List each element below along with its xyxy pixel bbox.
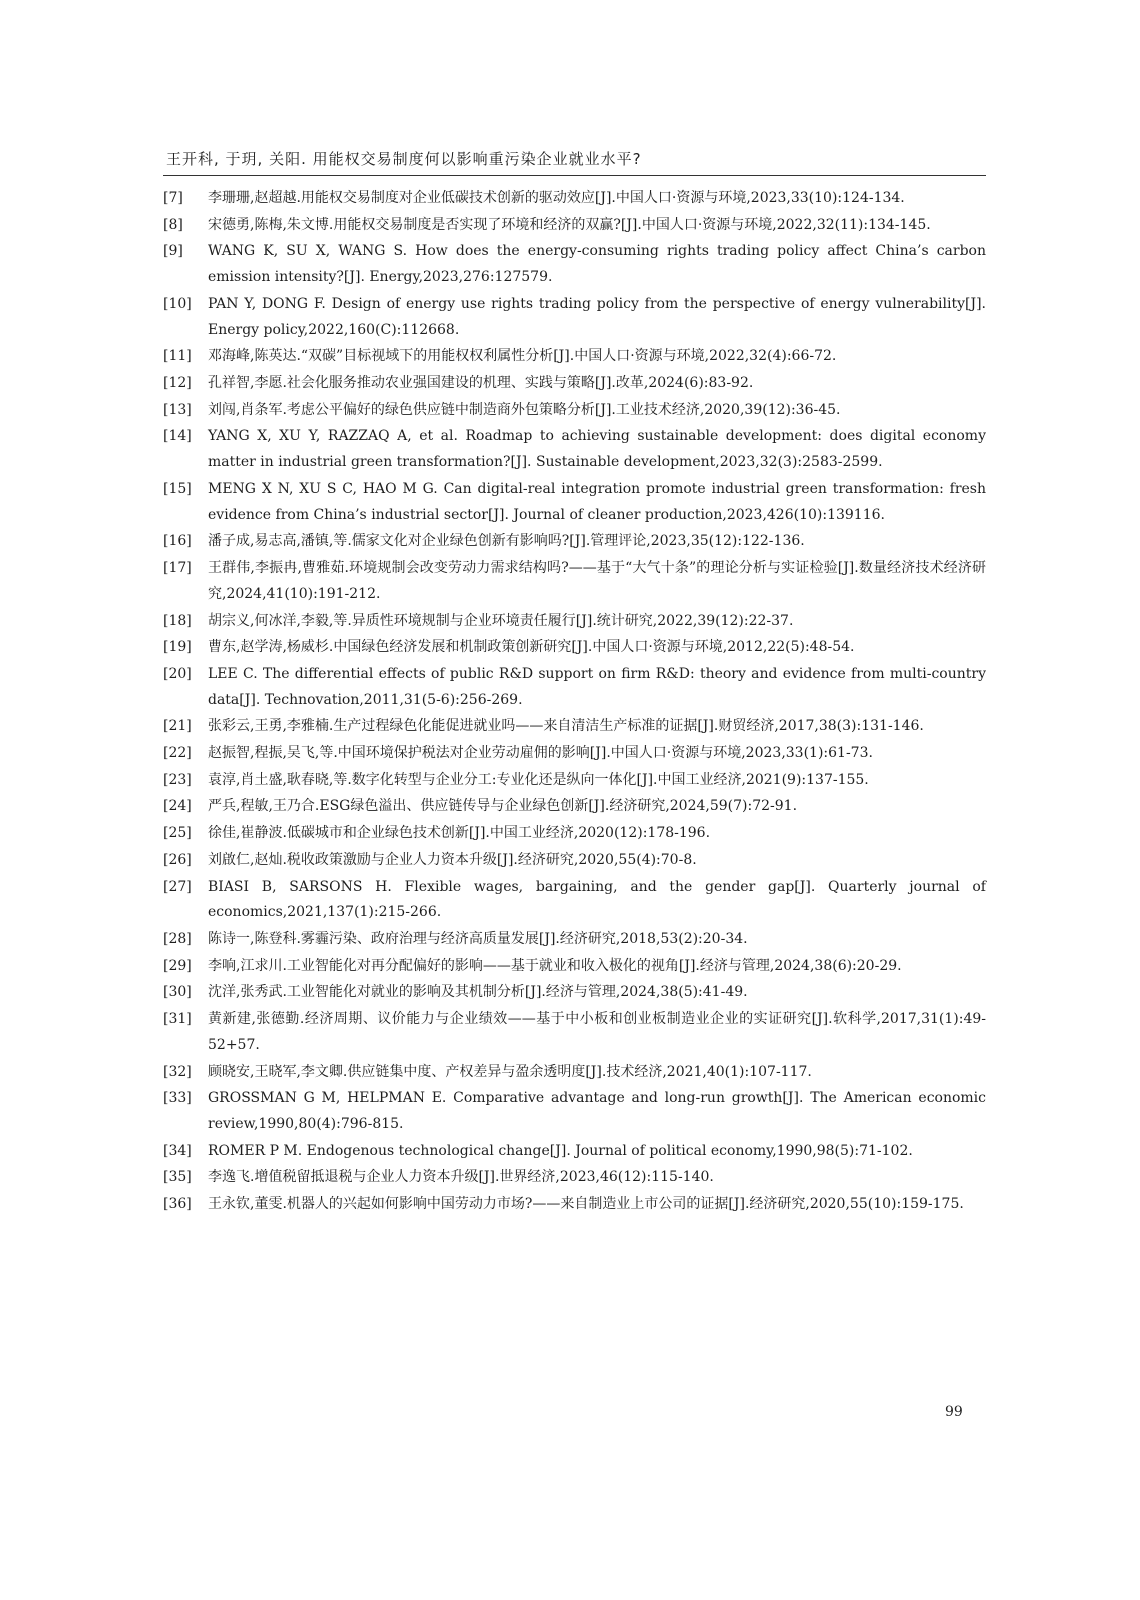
reference-number: [17] [163, 560, 192, 577]
reference-text: 孔祥智,李愿.社会化服务推动农业强国建设的机理、实践与策略[J].改革,2024(6):83-92. [208, 375, 754, 392]
reference-item [163, 794, 986, 820]
reference-number: [25] [163, 825, 192, 842]
reference-item [163, 954, 986, 980]
reference-item [163, 714, 986, 740]
reference-item [163, 609, 986, 635]
reference-item [163, 344, 986, 370]
reference-number: [28] [163, 931, 192, 948]
reference-text: 黄新建,张德勤.经济周期、议价能力与企业绩效——基于中小板和创业板制造业企业的实证研究[J].软科学,2017,31(1):49-52+57. [208, 1011, 986, 1053]
running-head: 王开科, 于玥, 关阳. 用能权交易制度何以影响重污染企业就业水平? [166, 150, 642, 168]
reference-text: BIASI B, SARSONS H. Flexible wages, bargaining, and the gender gap[J]. Quarterly journal of economics,2021,137(1):215-266. [208, 878, 986, 921]
reference-text: 刘闯,肖条军.考虑公平偏好的绿色供应链中制造商外包策略分析[J].工业技术经济,2020,39(12):36-45. [208, 401, 841, 418]
reference-item [163, 1086, 986, 1138]
reference-number: [19] [163, 639, 192, 656]
reference-text: 刘啟仁,赵灿.税收政策激励与企业人力资本升级[J].经济研究,2020,55(4):70-8. [208, 851, 697, 868]
reference-number: [26] [163, 851, 192, 868]
reference-text: 严兵,程敏,王乃合.ESG绿色溢出、供应链传导与企业绿色创新[J].经济研究,2024,59(7):72-91. [208, 798, 798, 815]
reference-text: 曹东,赵学涛,杨威杉.中国绿色经济发展和机制政策创新研究[J].中国人口·资源与环境,2012,22(5):48-54. [208, 639, 855, 656]
reference-number: [30] [163, 984, 192, 1001]
reference-number: [15] [163, 480, 192, 497]
reference-number: [9] [163, 243, 183, 260]
reference-item [163, 1060, 986, 1086]
reference-text: 王永钦,董雯.机器人的兴起如何影响中国劳动力市场?——来自制造业上市公司的证据[J].经济研究,2020,55(10):159-175. [208, 1196, 964, 1213]
reference-item [163, 213, 986, 239]
reference-text: 李珊珊,赵超越.用能权交易制度对企业低碳技术创新的驱动效应[J].中国人口·资源与环境,2023,33(10):124-134. [208, 190, 905, 206]
reference-number: [29] [163, 957, 192, 974]
reference-item [163, 424, 986, 476]
reference-text: YANG X, XU Y, RAZZAQ A, et al. Roadmap to achieving sustainable development: does digital economy matter in industrial green transformation?[J]. Sustainable development,2023,32(3):2583-2599. [208, 428, 986, 471]
reference-item [163, 186, 986, 212]
reference-number: [32] [163, 1063, 192, 1080]
reference-item [163, 635, 986, 661]
reference-text: PAN Y, DONG F. Design of energy use rights trading policy from the perspective of energy vulnerability[J]. Energy policy,2022,160(C):112668. [208, 295, 986, 338]
reference-text: 顾晓安,王晓军,李文卿.供应链集中度、产权差异与盈余透明度[J].技术经济,2021,40(1):107-117. [208, 1063, 812, 1080]
reference-item [163, 292, 986, 344]
reference-text: 王群伟,李振冉,曹雅茹.环境规制会改变劳动力需求结构吗?——基于“大气十条”的理论分析与实证检验[J].数量经济技术经济研究,2024,41(10):191-212. [208, 560, 986, 602]
reference-item [163, 662, 986, 714]
reference-number: [23] [163, 771, 192, 788]
reference-text: 张彩云,王勇,李雅楠.生产过程绿色化能促进就业吗——来自清洁生产标准的证据[J].财贸经济,2017,38(3):131-146. [208, 718, 924, 735]
reference-text: 邓海峰,陈英达.“双碳”目标视域下的用能权权利属性分析[J].中国人口·资源与环境,2022,32(4):66-72. [208, 348, 837, 365]
reference-text: 赵振智,程振,吴飞,等.中国环境保护税法对企业劳动雇佣的影响[J].中国人口·资源与环境,2023,33(1):61-73. [208, 745, 873, 762]
reference-item [163, 239, 986, 291]
reference-number: [34] [163, 1142, 192, 1159]
reference-number: [33] [163, 1090, 192, 1107]
reference-text: 徐佳,崔静波.低碳城市和企业绿色技术创新[J].中国工业经济,2020(12):178-196. [208, 825, 711, 842]
reference-item [163, 927, 986, 953]
reference-item [163, 556, 986, 608]
reference-number: [14] [163, 428, 192, 445]
reference-text: 李响,江求川.工业智能化对再分配偏好的影响——基于就业和收入极化的视角[J].经济与管理,2024,38(6):20-29. [208, 957, 902, 974]
reference-number: [16] [163, 533, 192, 550]
reference-number: [12] [163, 375, 192, 392]
reference-number: [13] [163, 401, 192, 418]
reference-text: LEE C. The differential effects of public R&D support on firm R&D: theory and evidence from multi-country data[J]. Technovation,2011,31(5-6):256-269. [208, 665, 986, 708]
reference-number: [10] [163, 295, 192, 312]
reference-number: [22] [163, 745, 192, 762]
reference-text: MENG X N, XU S C, HAO M G. Can digital-real integration promote industrial green transformation: fresh evidence from China’s industrial sector[J]. Journal of cleaner production,2023,426(10):139116. [208, 480, 986, 523]
reference-item [163, 1192, 986, 1218]
page-number: 99 [945, 1404, 963, 1420]
reference-text: 胡宗义,何冰洋,李毅,等.异质性环境规制与企业环境责任履行[J].统计研究,2022,39(12):22-37. [208, 612, 794, 629]
reference-item [163, 768, 986, 794]
reference-text: 李逸飞.增值税留抵退税与企业人力资本升级[J].世界经济,2023,46(12):115-140. [208, 1169, 714, 1186]
reference-item [163, 398, 986, 424]
header-rule [163, 175, 986, 176]
reference-item [163, 741, 986, 767]
reference-item [163, 477, 986, 529]
reference-number: [20] [163, 665, 192, 682]
reference-number: [8] [163, 216, 183, 233]
reference-text: 潘子成,易志高,潘镇,等.儒家文化对企业绿色创新有影响吗?[J].管理评论,2023,35(12):122-136. [208, 533, 805, 550]
reference-text: WANG K, SU X, WANG S. How does the energy-consuming rights trading policy affect China’s carbon emission intensity?[J]. Energy,2023,276:127579. [208, 243, 986, 286]
reference-text: 袁淳,肖土盛,耿春晓,等.数字化转型与企业分工:专业化还是纵向一体化[J].中国工业经济,2021(9):137-155. [208, 771, 869, 788]
reference-text: 沈洋,张秀武.工业智能化对就业的影响及其机制分析[J].经济与管理,2024,38(5):41-49. [208, 984, 748, 1001]
reference-item [163, 529, 986, 555]
reference-item [163, 1007, 986, 1059]
reference-number: [31] [163, 1011, 192, 1028]
reference-number: [11] [163, 348, 192, 365]
reference-number: [7] [163, 190, 183, 206]
reference-number: [18] [163, 612, 192, 629]
reference-item [163, 848, 986, 874]
reference-text: 陈诗一,陈登科.雾霾污染、政府治理与经济高质量发展[J].经济研究,2018,53(2):20-34. [208, 931, 748, 948]
reference-item [163, 821, 986, 847]
reference-item [163, 1139, 986, 1165]
reference-number: [21] [163, 718, 192, 735]
reference-text: GROSSMAN G M, HELPMAN E. Comparative advantage and long-run growth[J]. The American economic review,1990,80(4):796-815. [208, 1090, 986, 1133]
reference-item [163, 1165, 986, 1191]
reference-item [163, 980, 986, 1006]
reference-number: [35] [163, 1169, 192, 1186]
reference-list [163, 186, 986, 1219]
reference-number: [36] [163, 1196, 192, 1213]
reference-number: [27] [163, 878, 192, 895]
reference-text: ROMER P M. Endogenous technological change[J]. Journal of political economy,1990,98(5):71-102. [208, 1142, 913, 1159]
reference-item [163, 371, 986, 397]
reference-item [163, 875, 986, 927]
reference-text: 宋德勇,陈梅,朱文博.用能权交易制度是否实现了环境和经济的双赢?[J].中国人口·资源与环境,2022,32(11):134-145. [208, 216, 931, 233]
reference-number: [24] [163, 798, 192, 815]
